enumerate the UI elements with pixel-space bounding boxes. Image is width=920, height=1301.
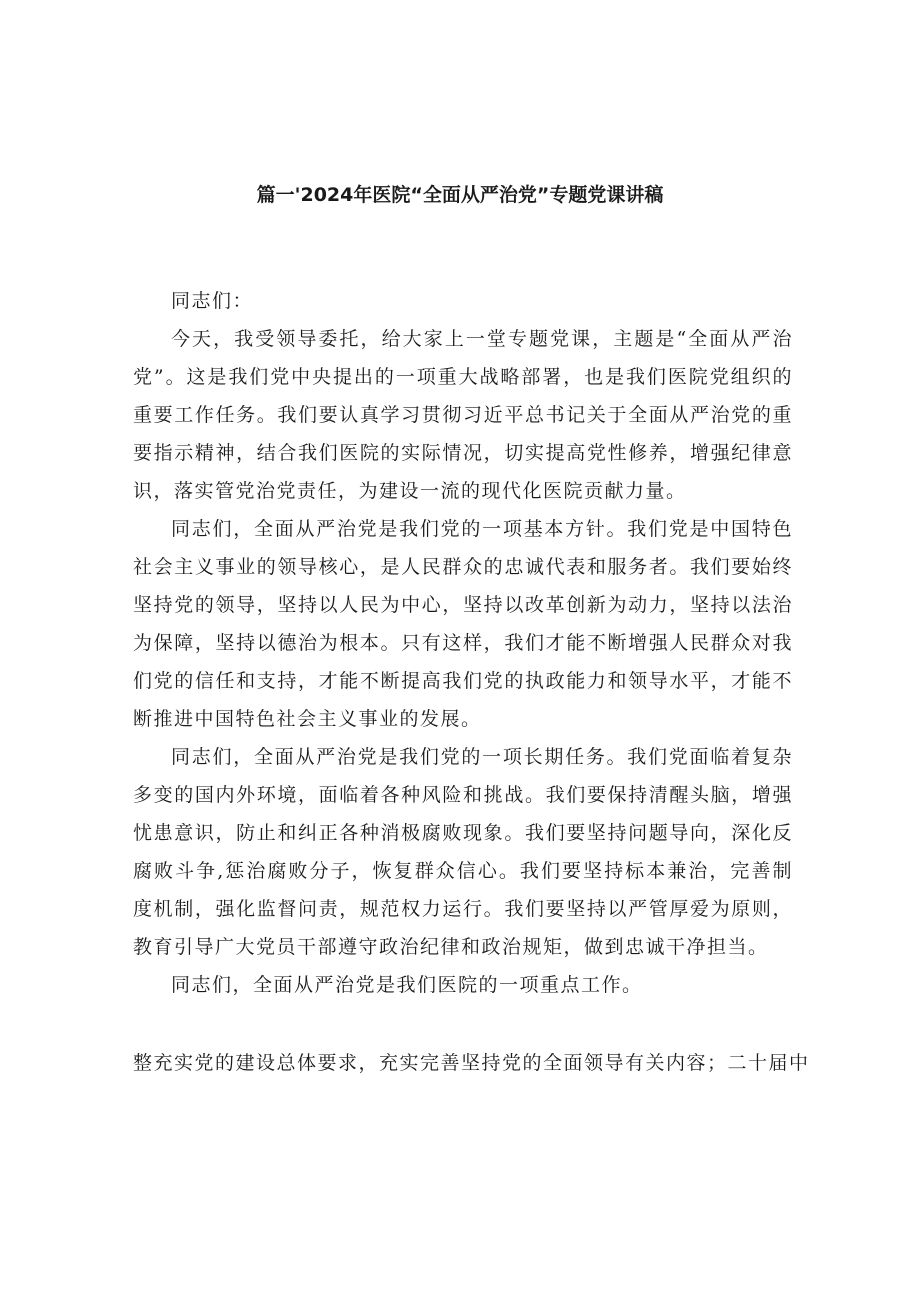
document-title: 篇一'2024年医院“全面从严治党”专题党课讲稿 (256, 184, 664, 206)
document-body (133, 282, 810, 1082)
paragraph-gap (133, 1004, 793, 1044)
salutation: 同志们： (171, 290, 254, 312)
paragraph-1: 今天，我受领导委托，给大家上一堂专题党课，主题是“全面从严治党”。这是我们党中央提出的一项重大战略部署，也是我们医院党组织的重要工作任务。我们要认真学习贯彻习近平总书记关于全面从严治党的重要指示精神，结合我们医院的实际情况，切实提高党性修养，增强纪律意识，落实管党治党责任，为建设一流的现代化医院贡献力量。 (133, 328, 793, 502)
paragraph-3: 同志们，全面从严治党是我们党的一项长期任务。我们党面临着复杂多变的国内外环境，面临着各种风险和挑战。我们要保持清醒头脑，增强忧患意识，防止和纠正各种消极腐败现象。我们要坚持问题导向，深化反腐败斗争,惩治腐败分子，恢复群众信心。我们要坚持标本兼治，完善制度机制，强化监督问责，规范权力运行。我们要坚持以严管厚爱为原则，教育引导广大党员干部遵守政治纪律和政治规矩，做到忠诚干净担当。 (133, 746, 793, 958)
continued-text-line: 整充实党的建设总体要求，充实完善坚持党的全面领导有关内容；二十届中 (133, 1052, 810, 1074)
paragraph-4: 同志们，全面从严治党是我们医院的一项重点工作。 (171, 974, 643, 996)
paragraph-2: 同志们，全面从严治党是我们党的一项基本方针。我们党是中国特色社会主义事业的领导核心，是人民群众的忠诚代表和服务者。我们要始终坚持党的领导，坚持以人民为中心，坚持以改革创新为动力，坚持以法治为保障，坚持以德治为根本。只有这样，我们才能不断增强人民群众对我们党的信任和支持，才能不断提高我们党的执政能力和领导水平，才能不断推进中国特色社会主义事业的发展。 (133, 518, 793, 730)
